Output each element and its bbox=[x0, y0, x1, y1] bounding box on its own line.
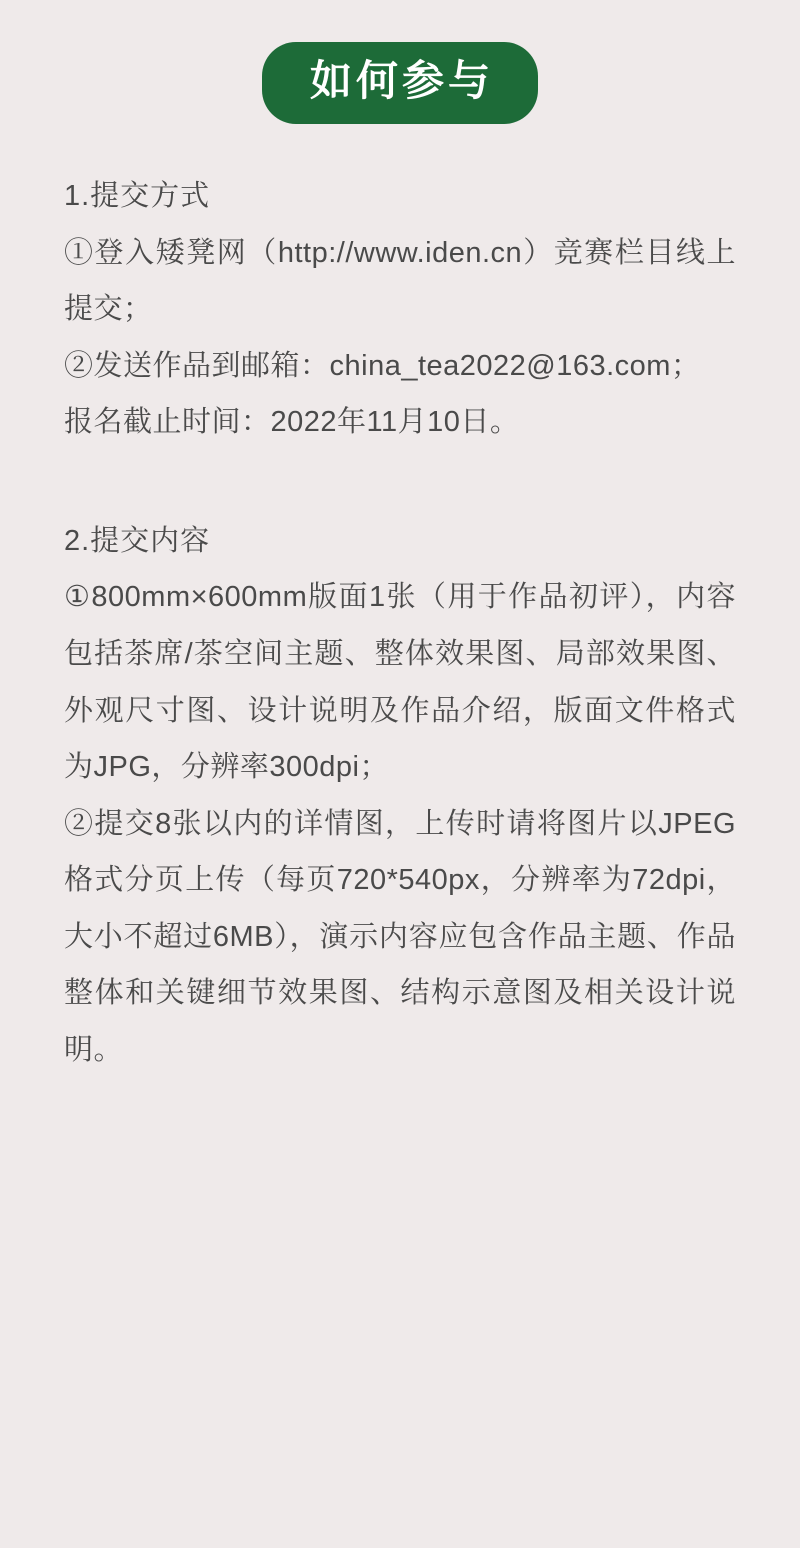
paragraph: ②提交8张以内的详情图，上传时请将图片以JPEG格式分页上传（每页720*540px，分辨率为72dpi，大小不超过6MB），演示内容应包含作品主题、作品整体和关键细节效果图、结构示意图及相关设计说明。 bbox=[64, 807, 736, 1066]
page-title: 如何参与 bbox=[262, 42, 538, 124]
section-heading: 1.提交方式 bbox=[64, 180, 211, 213]
document-content bbox=[0, 168, 800, 1078]
paragraph: ②发送作品到邮箱：china_tea2022@163.com； bbox=[64, 349, 701, 382]
paragraph: ①800mm×600mm版面1张（用于作品初评），内容包括茶席/茶空间主题、整体效果图、局部效果图、外观尺寸图、设计说明及作品介绍，版面文件格式为JPG，分辨率300dpi； bbox=[64, 581, 736, 784]
title-banner bbox=[0, 0, 800, 124]
section-submission-content bbox=[64, 513, 736, 1078]
section-spacer bbox=[64, 451, 736, 513]
deadline-text: 报名截止时间：2022年11月10日。 bbox=[64, 406, 520, 439]
section-submission-method bbox=[64, 168, 736, 451]
paragraph: ①登入矮凳网（http://www.iden.cn）竞赛栏目线上提交； bbox=[64, 236, 736, 326]
section-heading: 2.提交内容 bbox=[64, 524, 211, 557]
